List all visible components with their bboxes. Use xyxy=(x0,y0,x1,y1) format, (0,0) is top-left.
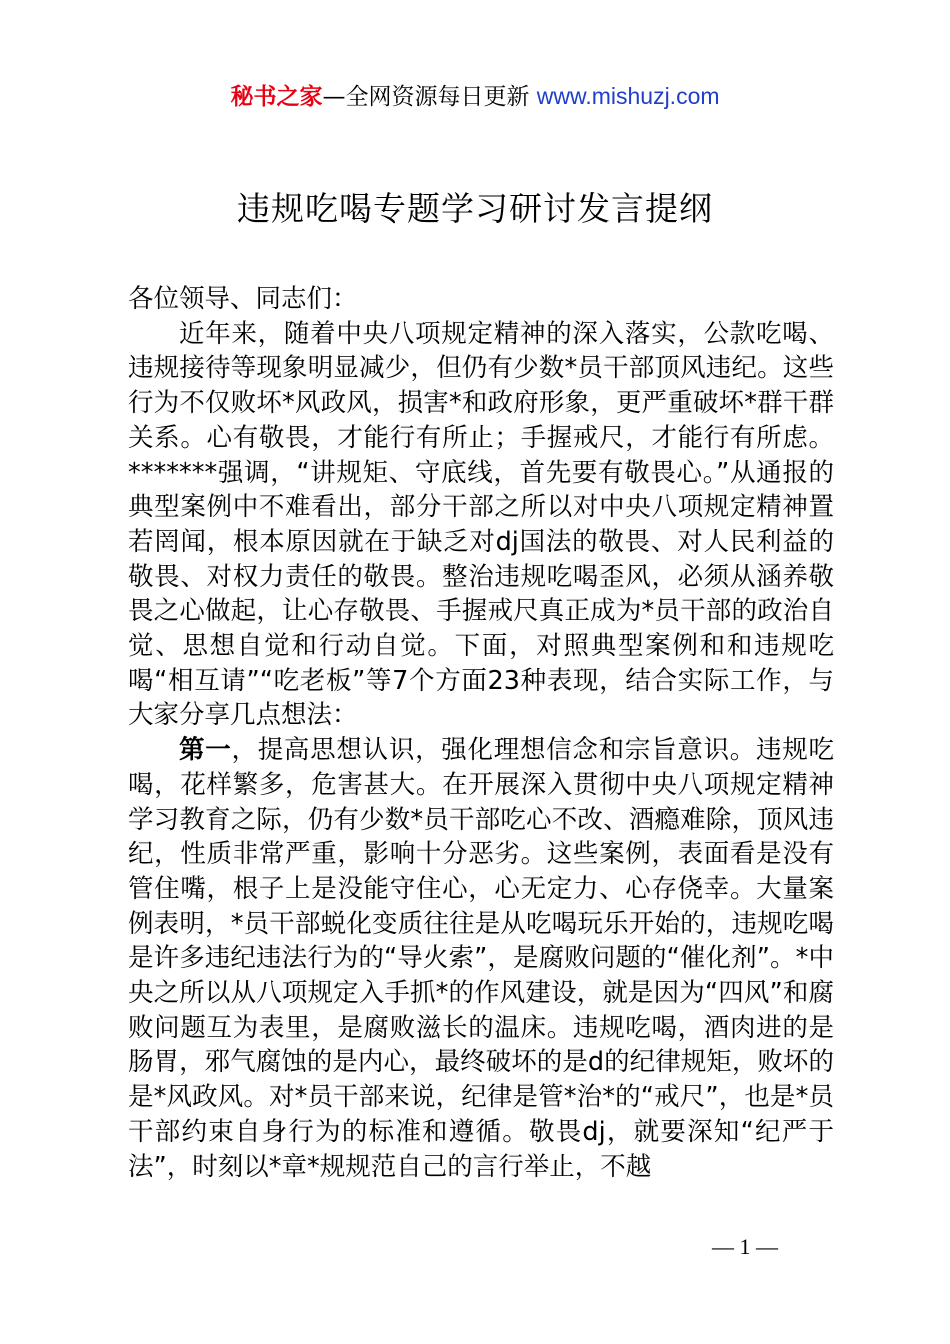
intro-paragraph: 近年来，随着中央八项规定精神的深入落实，公款吃喝、违规接待等现象明显减少，但仍有少数*员干部顶风违纪。这些行为不仅败坏*风政风，损害*和政府形象，更严重破坏*群干群关系。心有敬畏，才能行有所止；手握戒尺，才能行有所虑。*******强调，“讲规矩、守底线，首先要有敬畏心。”从通报的典型案例中不难看出，部分干部之所以对中央八项规定精神置若罔闻，根本原因就在于缺乏对dj国法的敬畏、对人民利益的敬畏、对权力责任的敬畏。整治违规吃喝歪风，必须从涵养敬畏之心做起，让心存敬畏、手握戒尺真正成为*员干部的政治自觉、思想自觉和行动自觉。下面，对照典型案例和和违规吃喝“相互请”“吃老板”等7个方面23种表现，结合实际工作，与大家分享几点想法： xyxy=(128,318,834,731)
banner-tagline: 全网资源每日更新 xyxy=(345,84,530,110)
site-url-link[interactable]: www.mishuzj.com xyxy=(536,83,720,109)
section-one-paragraph xyxy=(128,733,834,1184)
banner-dash: — xyxy=(322,84,346,110)
document-title: 违规吃喝专题学习研讨发言提纲 xyxy=(237,189,713,228)
section-one-text: ，提高思想认识，强化理想信念和宗旨意识。违规吃喝，花样繁多，危害甚大。在开展深入贯彻中央八项规定精神学习教育之际，仍有少数*员干部吃心不改、酒瘾难除，顶风违纪，性质非常严重，影响十分恶劣。这些案例，表面看是没有管住嘴，根子上是没能守住心，心无定力、心存侥幸。大量案例表明，*员干部蜕化变质往往是从吃喝玩乐开始的，违规吃喝是许多违纪违法行为的“导火索”，是腐败问题的“催化剂”。*中央之所以从八项规定入手抓*的作风建设，就是因为“四风”和腐败问题互为表里，是腐败滋长的温床。违规吃喝，酒肉进的是肠胃，邪气腐蚀的是内心，最终破坏的是d的纪律规矩，败坏的是*风政风。对*员干部来说，纪律是管*治*的“戒尺”，也是*员干部约束自身行为的标准和遵循。敬畏dj，就要深知“纪严于法”，时刻以*章*规规范自己的言行举止，不越 xyxy=(128,735,834,1182)
document-body xyxy=(128,282,834,1184)
brand-name: 秘书之家 xyxy=(230,84,323,110)
site-banner xyxy=(0,80,950,113)
section-one-lead: 第一 xyxy=(179,735,232,766)
page-number: — 1 — xyxy=(712,1234,778,1259)
salutation: 各位领导、同志们： xyxy=(128,284,358,314)
